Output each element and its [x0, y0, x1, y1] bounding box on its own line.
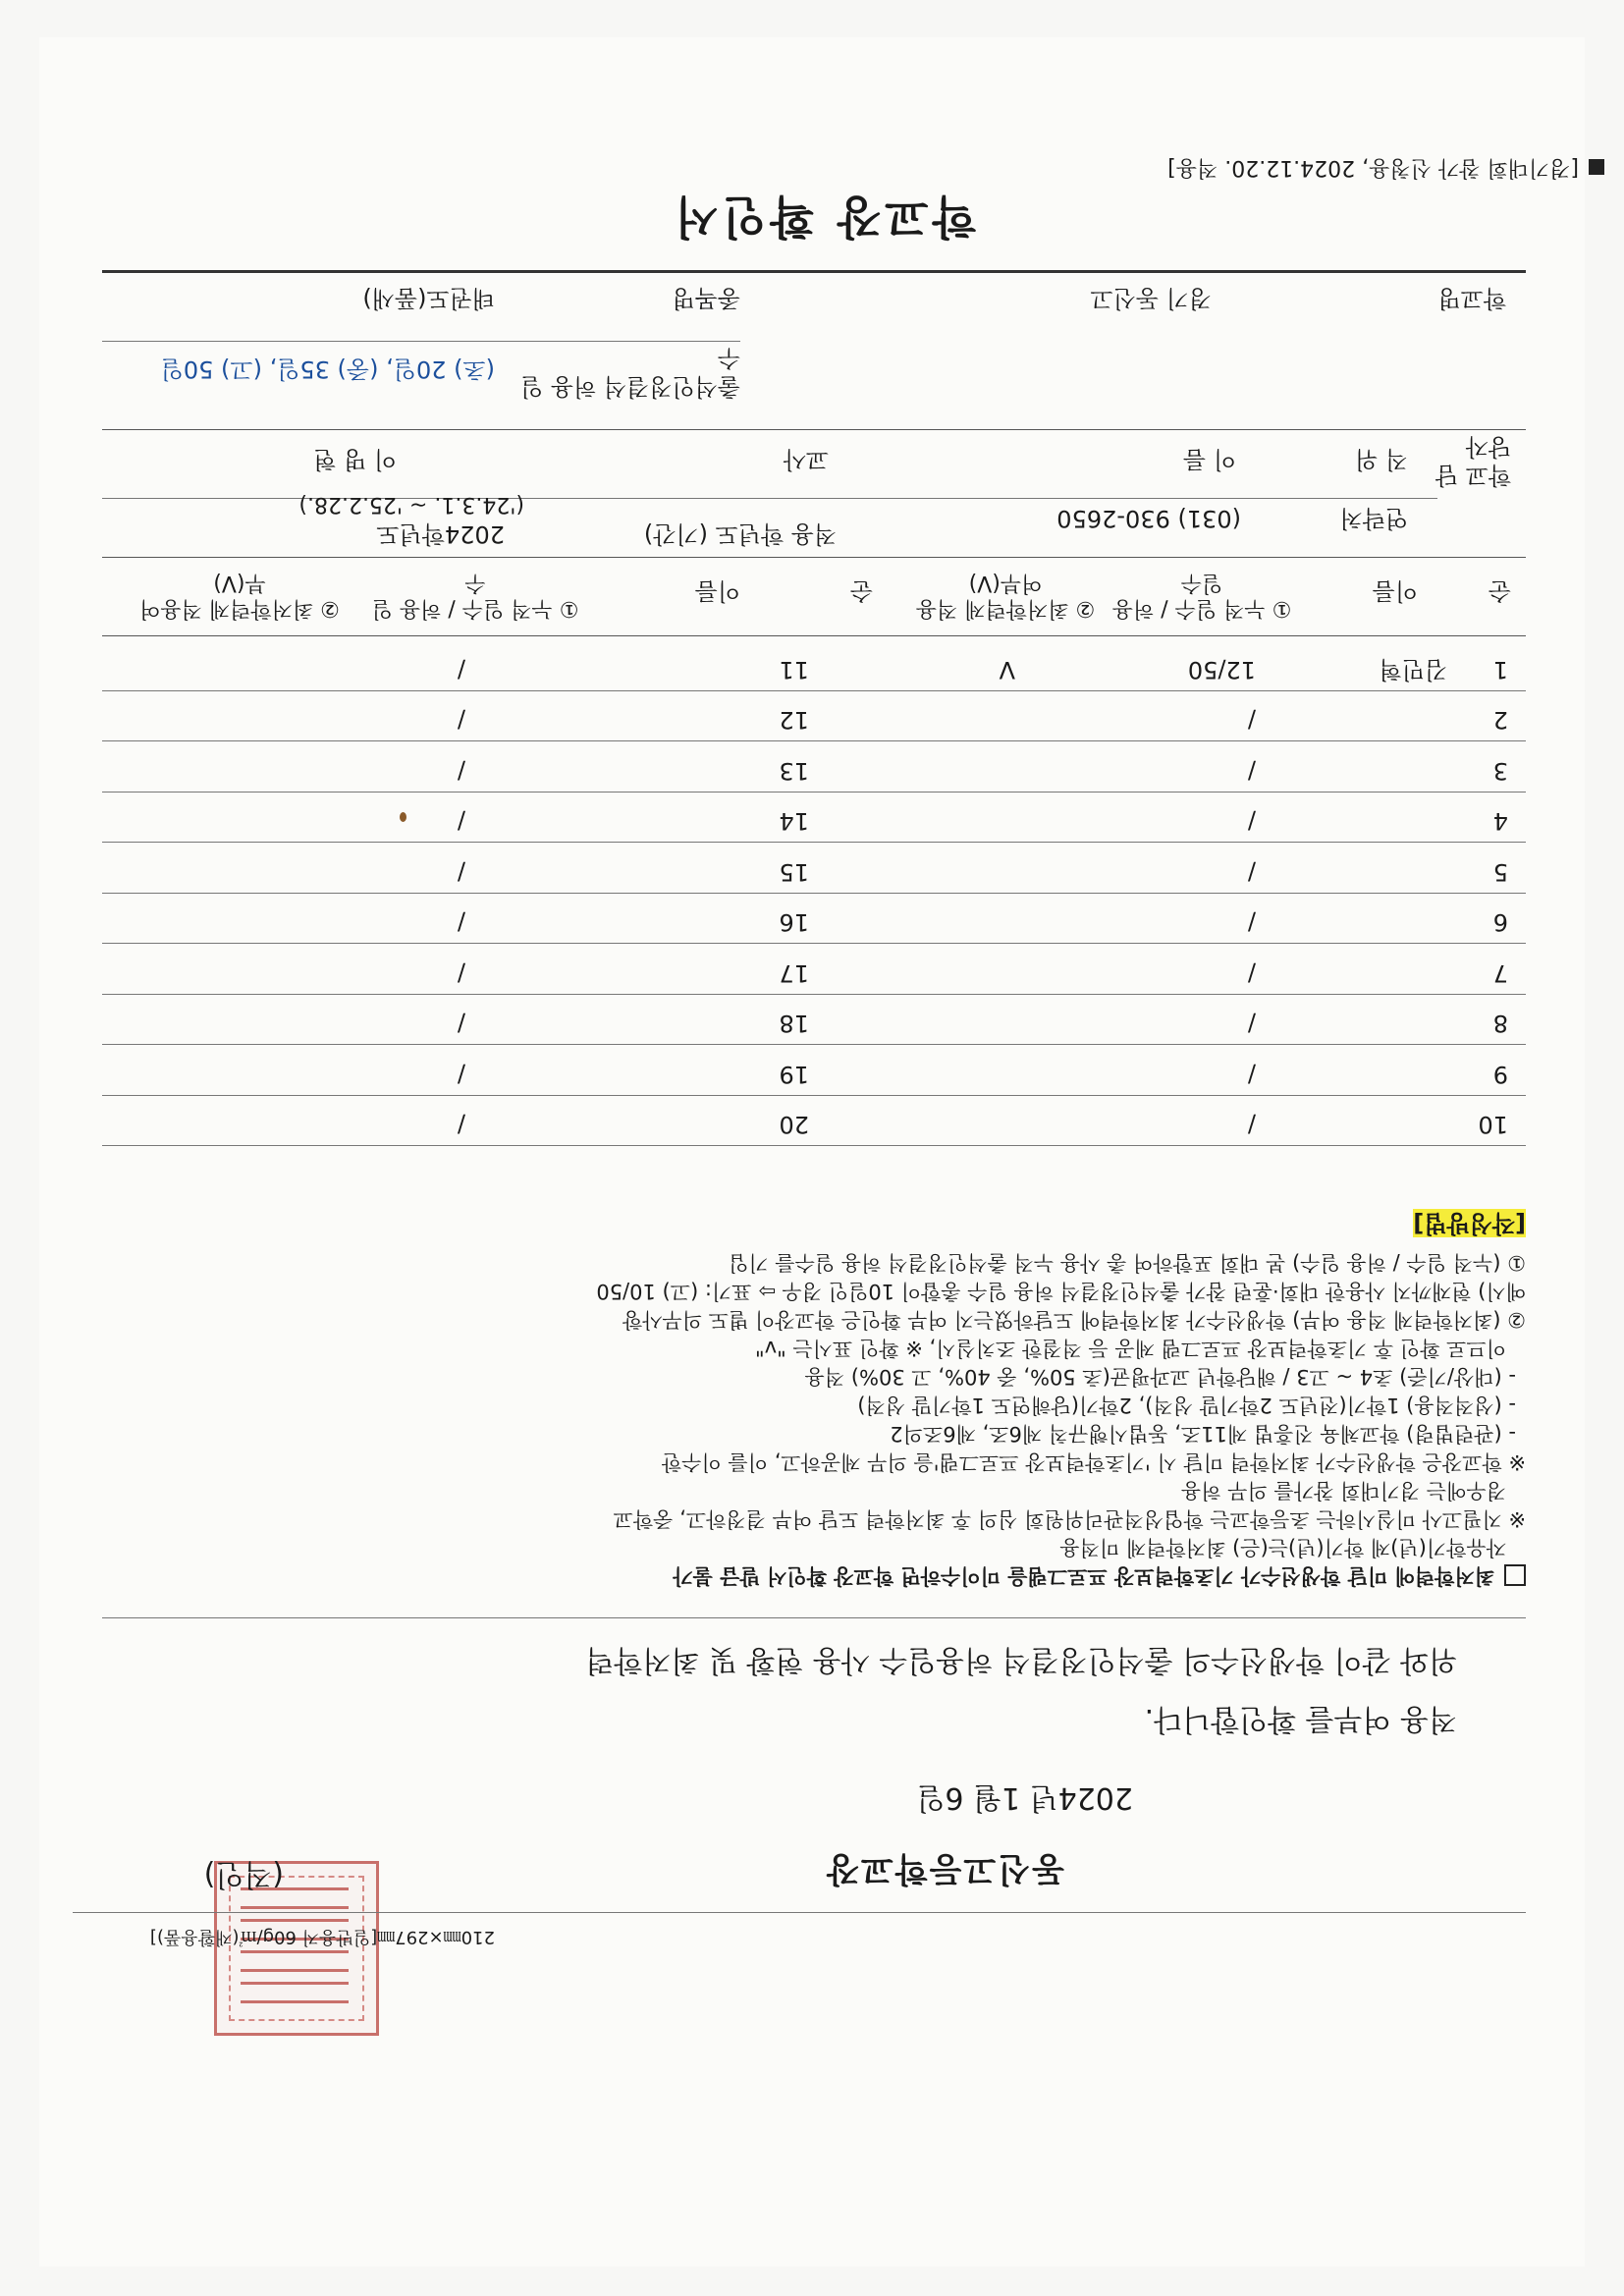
row-no-right: 15 [779, 858, 809, 886]
guide-line [673, 1563, 1526, 1588]
guide-line: ① (누적 일수 / 허용 일수) 본 대회 포함하여 총 사용 누적 출석인정결석 허용 일수를 기입 [729, 1251, 1526, 1275]
signer: 동신고등학교장 [825, 1849, 1064, 1888]
scan-speck [400, 812, 406, 822]
row-days: / [1247, 757, 1256, 785]
row-no: 7 [1492, 959, 1508, 987]
row-no: 9 [1492, 1061, 1508, 1088]
row-days: / [1247, 908, 1256, 937]
school-value: 경기 동신고 [1090, 285, 1212, 312]
square-bullet-icon [1504, 1564, 1526, 1586]
table-row-rule [102, 994, 1526, 995]
guide-line: 경우에는 경기대회 참가를 의무 허용 [1181, 1479, 1506, 1503]
event-label: 종목명 [672, 285, 740, 312]
row-check: V [999, 656, 1015, 683]
row-no-right: 11 [779, 656, 809, 683]
guide-bottom-rule [102, 1617, 1526, 1618]
col-check-left: ② 최저학력제 적용여부(V) [915, 570, 1096, 621]
guide-line: - (대상/기준) 초4 ~ 고3 / 해당학년 교과평균(초 50%, 중 40%, 고 30%) 적용 [804, 1365, 1516, 1389]
guide-line: ※ 학교장은 학생선수가 최저학력 미달 시 '기초학력보장 프로그램'을 의무 제공하고, 이를 이수한 [661, 1450, 1526, 1474]
header-note [1167, 154, 1604, 180]
table-row-rule [102, 1095, 1526, 1096]
table-header-rule [102, 635, 1526, 636]
table-row-rule [102, 741, 1526, 742]
footer-spec: 210㎜×297㎜[일반용지 60g/㎡(재활용품)] [149, 1927, 495, 1947]
guide-line: 자유학기(년)제 학기(년)는(은) 최저학력제 미적용 [1059, 1536, 1506, 1559]
allowed-days-label: 출석인정결석 허용 일수 [520, 345, 740, 401]
info-rule-2 [102, 429, 1526, 430]
position-value: 교사 [783, 446, 829, 473]
row-days-right: / [457, 807, 465, 836]
row-no-right: 20 [779, 1111, 809, 1139]
table-row-rule [102, 690, 1526, 691]
guide-line: ② (최저학력제 적용 여부) 학생선수가 최저학력에 도달하였는지 여부 확인은 학교장이 별도 의무사항 [622, 1308, 1526, 1332]
row-days-right: / [457, 1061, 465, 1088]
row-days: / [1247, 1010, 1256, 1038]
row-days-right: / [457, 908, 465, 937]
row-days-right: / [457, 757, 465, 785]
table-row-rule [102, 1045, 1526, 1046]
row-days-right: / [457, 656, 465, 683]
period-value: 2024학년도 [376, 520, 505, 548]
col-days-left: ① 누적 일수 / 허용 일수 [1111, 570, 1292, 621]
row-days-right: / [457, 959, 465, 987]
row-no-right: 17 [779, 959, 809, 987]
table-row-rule [102, 893, 1526, 894]
row-no: 3 [1492, 757, 1508, 785]
guide-line: - (성적적용) 1학기(전년도 2학기말 성적), 2학기(당해연도 1학기말 성적) [857, 1394, 1516, 1417]
row-no: 2 [1492, 706, 1508, 735]
row-no-right: 18 [779, 1010, 809, 1038]
col-name-left: 이름 [1372, 577, 1418, 605]
allowed-days-value: (초) 20일, (중) 35일, (고) 50일 [160, 355, 495, 383]
table-row-rule [102, 792, 1526, 793]
info-rule-1 [102, 341, 740, 342]
guide-heading: [작성방법] [1413, 1210, 1526, 1237]
col-days-right: ① 누적 일수 / 허용 일수 [371, 570, 579, 621]
name-label: 이 름 [1183, 446, 1236, 473]
row-days: / [1247, 959, 1256, 987]
table-top-rule [102, 557, 1526, 558]
row-days: / [1247, 706, 1256, 735]
row-days-right: / [457, 1111, 465, 1139]
col-no-left: 순 [1488, 577, 1511, 605]
seal-label: (직인) [203, 1857, 284, 1891]
guide-line-text: 최저학력에 미달 학생선수가 기초학력보장 프로그램을 미이수하면 학교장 확인서 발급 불가 [673, 1564, 1494, 1588]
footer-rule [73, 1912, 1526, 1913]
col-check-right: ② 최저학력제 적용여부(V) [139, 570, 340, 621]
guide-line: ※ 지필고사 미실시하는 초등학교는 학업성적관리위원회 심의 후 최저학력 도달 여부 결정하고, 중학교 [613, 1507, 1526, 1531]
table-row-rule [102, 843, 1526, 844]
row-no: 6 [1492, 908, 1508, 937]
guide-line: - (관련법령) 학교체육 진흥법 제11조, 동법시행규칙 제6조, 제6조의2 [890, 1422, 1516, 1446]
row-days: / [1247, 807, 1256, 836]
row-no-right: 12 [779, 706, 809, 735]
period-label: 적용 학년도 (기간) [643, 520, 838, 548]
date: 2024년 1월 6일 [916, 1780, 1133, 1815]
phone-value: (031) 930-2650 [1056, 505, 1241, 532]
position-label: 직 위 [1355, 446, 1408, 473]
header-note-text: [경기대회 참가 신청용, 2024.12.20. 적용] [1167, 155, 1579, 180]
table-row-rule [102, 1146, 1526, 1147]
contact-label: 학교 담당자 [1435, 433, 1511, 489]
row-days: / [1247, 858, 1256, 886]
row-no-right: 14 [779, 807, 809, 836]
event-value: 태권도(품새) [362, 285, 495, 312]
row-no: 4 [1492, 807, 1508, 836]
guide-line: 이므로 확인 후 기초학력보장 프로그램 제공 등 적절한 조치실시, ※ 확인 표시는 "v" [755, 1337, 1506, 1360]
row-days: 12/50 [1187, 656, 1256, 683]
row-days-right: / [457, 706, 465, 735]
row-name: 김민혁 [1379, 656, 1447, 683]
name-value: 이 명 현 [313, 446, 397, 473]
row-no: 8 [1492, 1010, 1508, 1038]
black-square-icon [1589, 159, 1604, 175]
guide-line: 예시) 현재까지 사용한 대회·훈련 참가 출석인정결석 허용 일수 총합이 10일인 경우 ⇨ 표기: (고) 10/50 [596, 1280, 1526, 1303]
period-range: ('24.3.1. ~ '25.2.28.) [298, 492, 524, 517]
row-no-right: 19 [779, 1061, 809, 1088]
row-no: 10 [1478, 1111, 1508, 1139]
row-days-right: / [457, 1010, 465, 1038]
confirm-line-2: 적용 여부를 확인합니다. [1144, 1702, 1457, 1736]
row-days-right: / [457, 858, 465, 886]
row-no-right: 13 [779, 757, 809, 785]
row-no-right: 16 [779, 908, 809, 937]
phone-label: 연락처 [1339, 505, 1408, 532]
col-name-right: 이름 [694, 577, 740, 605]
page-title: 학교장 확인서 [671, 191, 976, 244]
table-row-rule [102, 944, 1526, 945]
row-no: 1 [1492, 656, 1508, 683]
col-no-right: 순 [849, 577, 873, 605]
title-rule [102, 270, 1526, 273]
confirm-line-1: 위와 같이 학생선수의 출석인정결석 허용일수 사용 현황 및 최저학력 [585, 1643, 1457, 1677]
row-days: / [1247, 1111, 1256, 1139]
row-no: 5 [1492, 858, 1508, 886]
school-label: 학교명 [1437, 285, 1506, 312]
document-page [39, 37, 1585, 2267]
row-days: / [1247, 1061, 1256, 1088]
